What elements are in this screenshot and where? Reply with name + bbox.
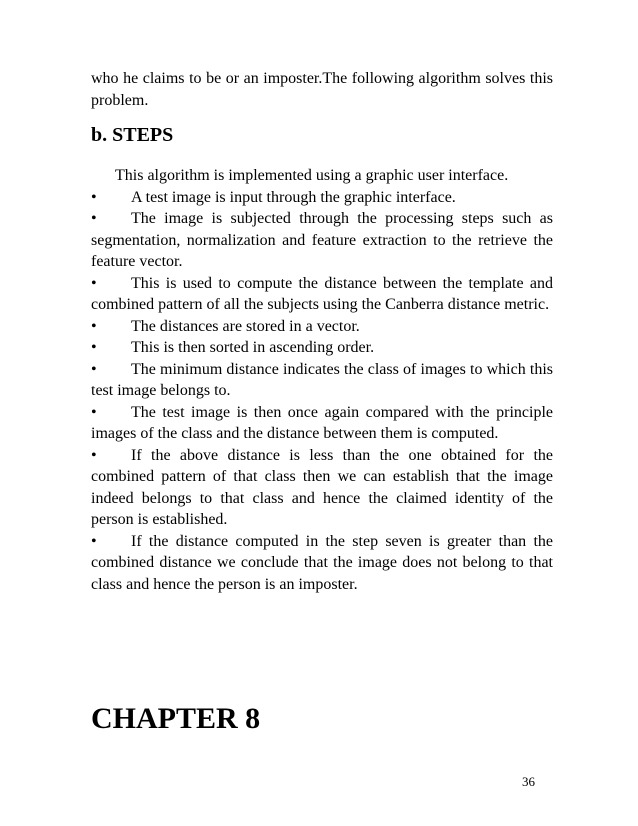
list-item-text: The test image is then once again compared with the principle images of the class and the distance between them is computed.	[91, 403, 553, 442]
bullet-icon: •	[91, 317, 97, 335]
list-item-text: If the distance computed in the step seven is greater than the combined distance we conclude that the image does not belong to that class and hence the person is an imposter.	[91, 532, 553, 593]
list-item-text: The distances are stored in a vector.	[131, 317, 360, 335]
list-item-text: The minimum distance indicates the class of images to which this test image belongs to.	[91, 360, 553, 399]
list-item	[91, 531, 553, 596]
bullet-icon: •	[91, 403, 97, 421]
list-item-text: A test image is input through the graphic interface.	[131, 188, 456, 206]
list-item-text: This is used to compute the distance between the template and combined pattern of all the subjects using the Canberra distance metric.	[91, 274, 553, 313]
chapter-title: CHAPTER 8	[91, 702, 261, 735]
continuation-paragraph: who he claims to be or an imposter.The following algorithm solves this problem.	[91, 70, 553, 109]
bullet-icon: •	[91, 188, 97, 206]
list-item	[91, 187, 553, 209]
bullet-icon: •	[91, 210, 97, 227]
list-item	[91, 402, 553, 445]
list-item	[91, 273, 553, 316]
section-heading: b. STEPS	[91, 124, 174, 146]
steps-list	[91, 187, 553, 596]
list-item	[91, 337, 553, 359]
list-item-text: This is then sorted in ascending order.	[131, 339, 375, 356]
list-item	[91, 208, 553, 273]
bullet-icon: •	[91, 360, 97, 378]
bullet-icon: •	[91, 274, 97, 292]
list-item-text: The image is subjected through the processing steps such as segmentation, normalization and feature extraction to the retrieve the feature vector.	[91, 210, 553, 270]
list-item-text: If the above distance is less than the one obtained for the combined pattern of that class then we can establish that the image indeed belongs to that class and hence the claimed identity of the person is established.	[91, 446, 553, 528]
page-number: 36	[522, 774, 535, 789]
bullet-icon: •	[91, 532, 97, 550]
intro-paragraph: This algorithm is implemented using a graphic user interface.	[115, 167, 509, 184]
bullet-icon: •	[91, 339, 97, 356]
list-item	[91, 359, 553, 402]
list-item	[91, 445, 553, 531]
page-content	[91, 68, 553, 595]
bullet-icon: •	[91, 446, 97, 464]
list-item	[91, 316, 553, 338]
